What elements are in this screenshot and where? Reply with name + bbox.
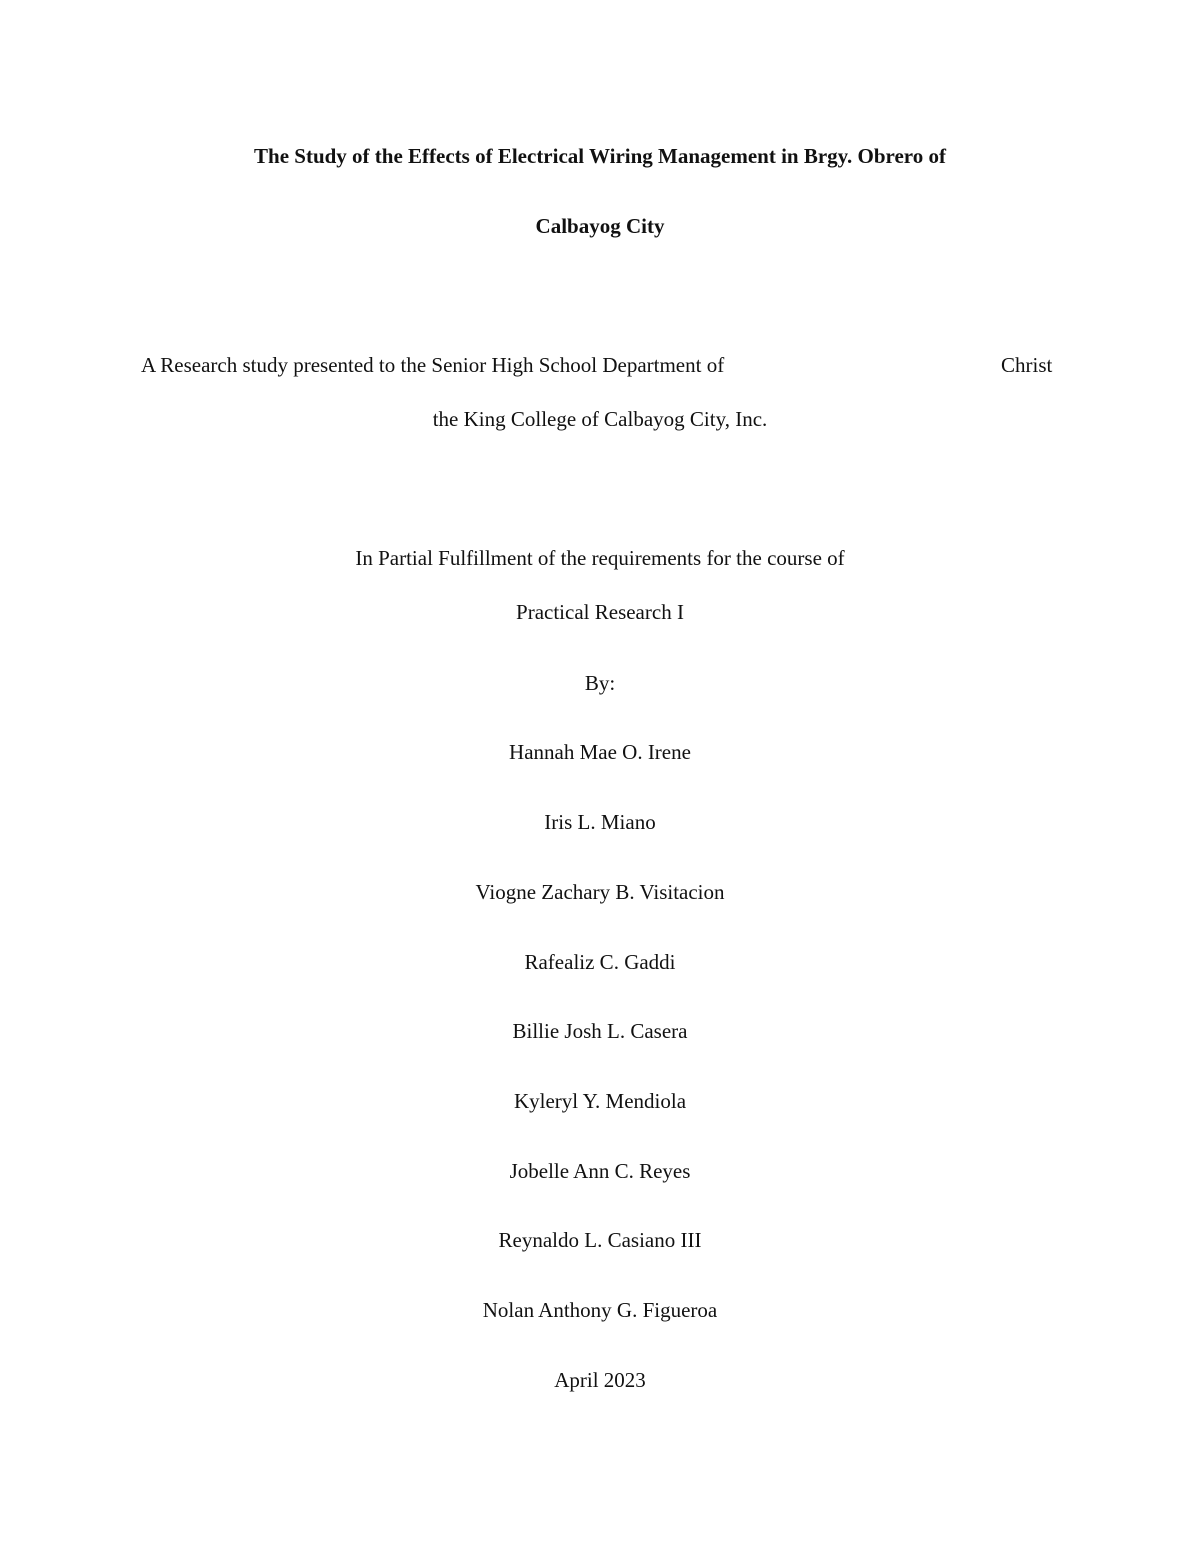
presentation-line-1-left: A Research study presented to the Senior High School Department of (141, 353, 725, 377)
author-name: Reynaldo L. Casiano III (498, 1228, 702, 1252)
author-name: Nolan Anthony G. Figueroa (482, 1298, 718, 1322)
by-label: By: (584, 671, 616, 695)
presentation-line-1-right: Christ (1001, 353, 1053, 377)
course-name: Practical Research I (516, 600, 684, 624)
presentation-line-2: the King College of Calbayog City, Inc. (432, 407, 768, 431)
author-name: Rafealiz C. Gaddi (524, 950, 676, 974)
author-name: Billie Josh L. Casera (512, 1019, 688, 1043)
fulfillment-line: In Partial Fulfillment of the requirements for the course of (355, 546, 845, 570)
author-name: Jobelle Ann C. Reyes (509, 1159, 691, 1183)
author-name: Viogne Zachary B. Visitacion (475, 880, 725, 904)
author-name: Hannah Mae O. Irene (509, 740, 691, 764)
author-name: Kyleryl Y. Mendiola (513, 1089, 687, 1113)
title-line-1: The Study of the Effects of Electrical Wiring Management in Brgy. Obrero of (254, 144, 946, 168)
submission-date: April 2023 (554, 1368, 646, 1392)
author-name: Iris L. Miano (544, 810, 656, 834)
title-line-2: Calbayog City (535, 214, 665, 238)
